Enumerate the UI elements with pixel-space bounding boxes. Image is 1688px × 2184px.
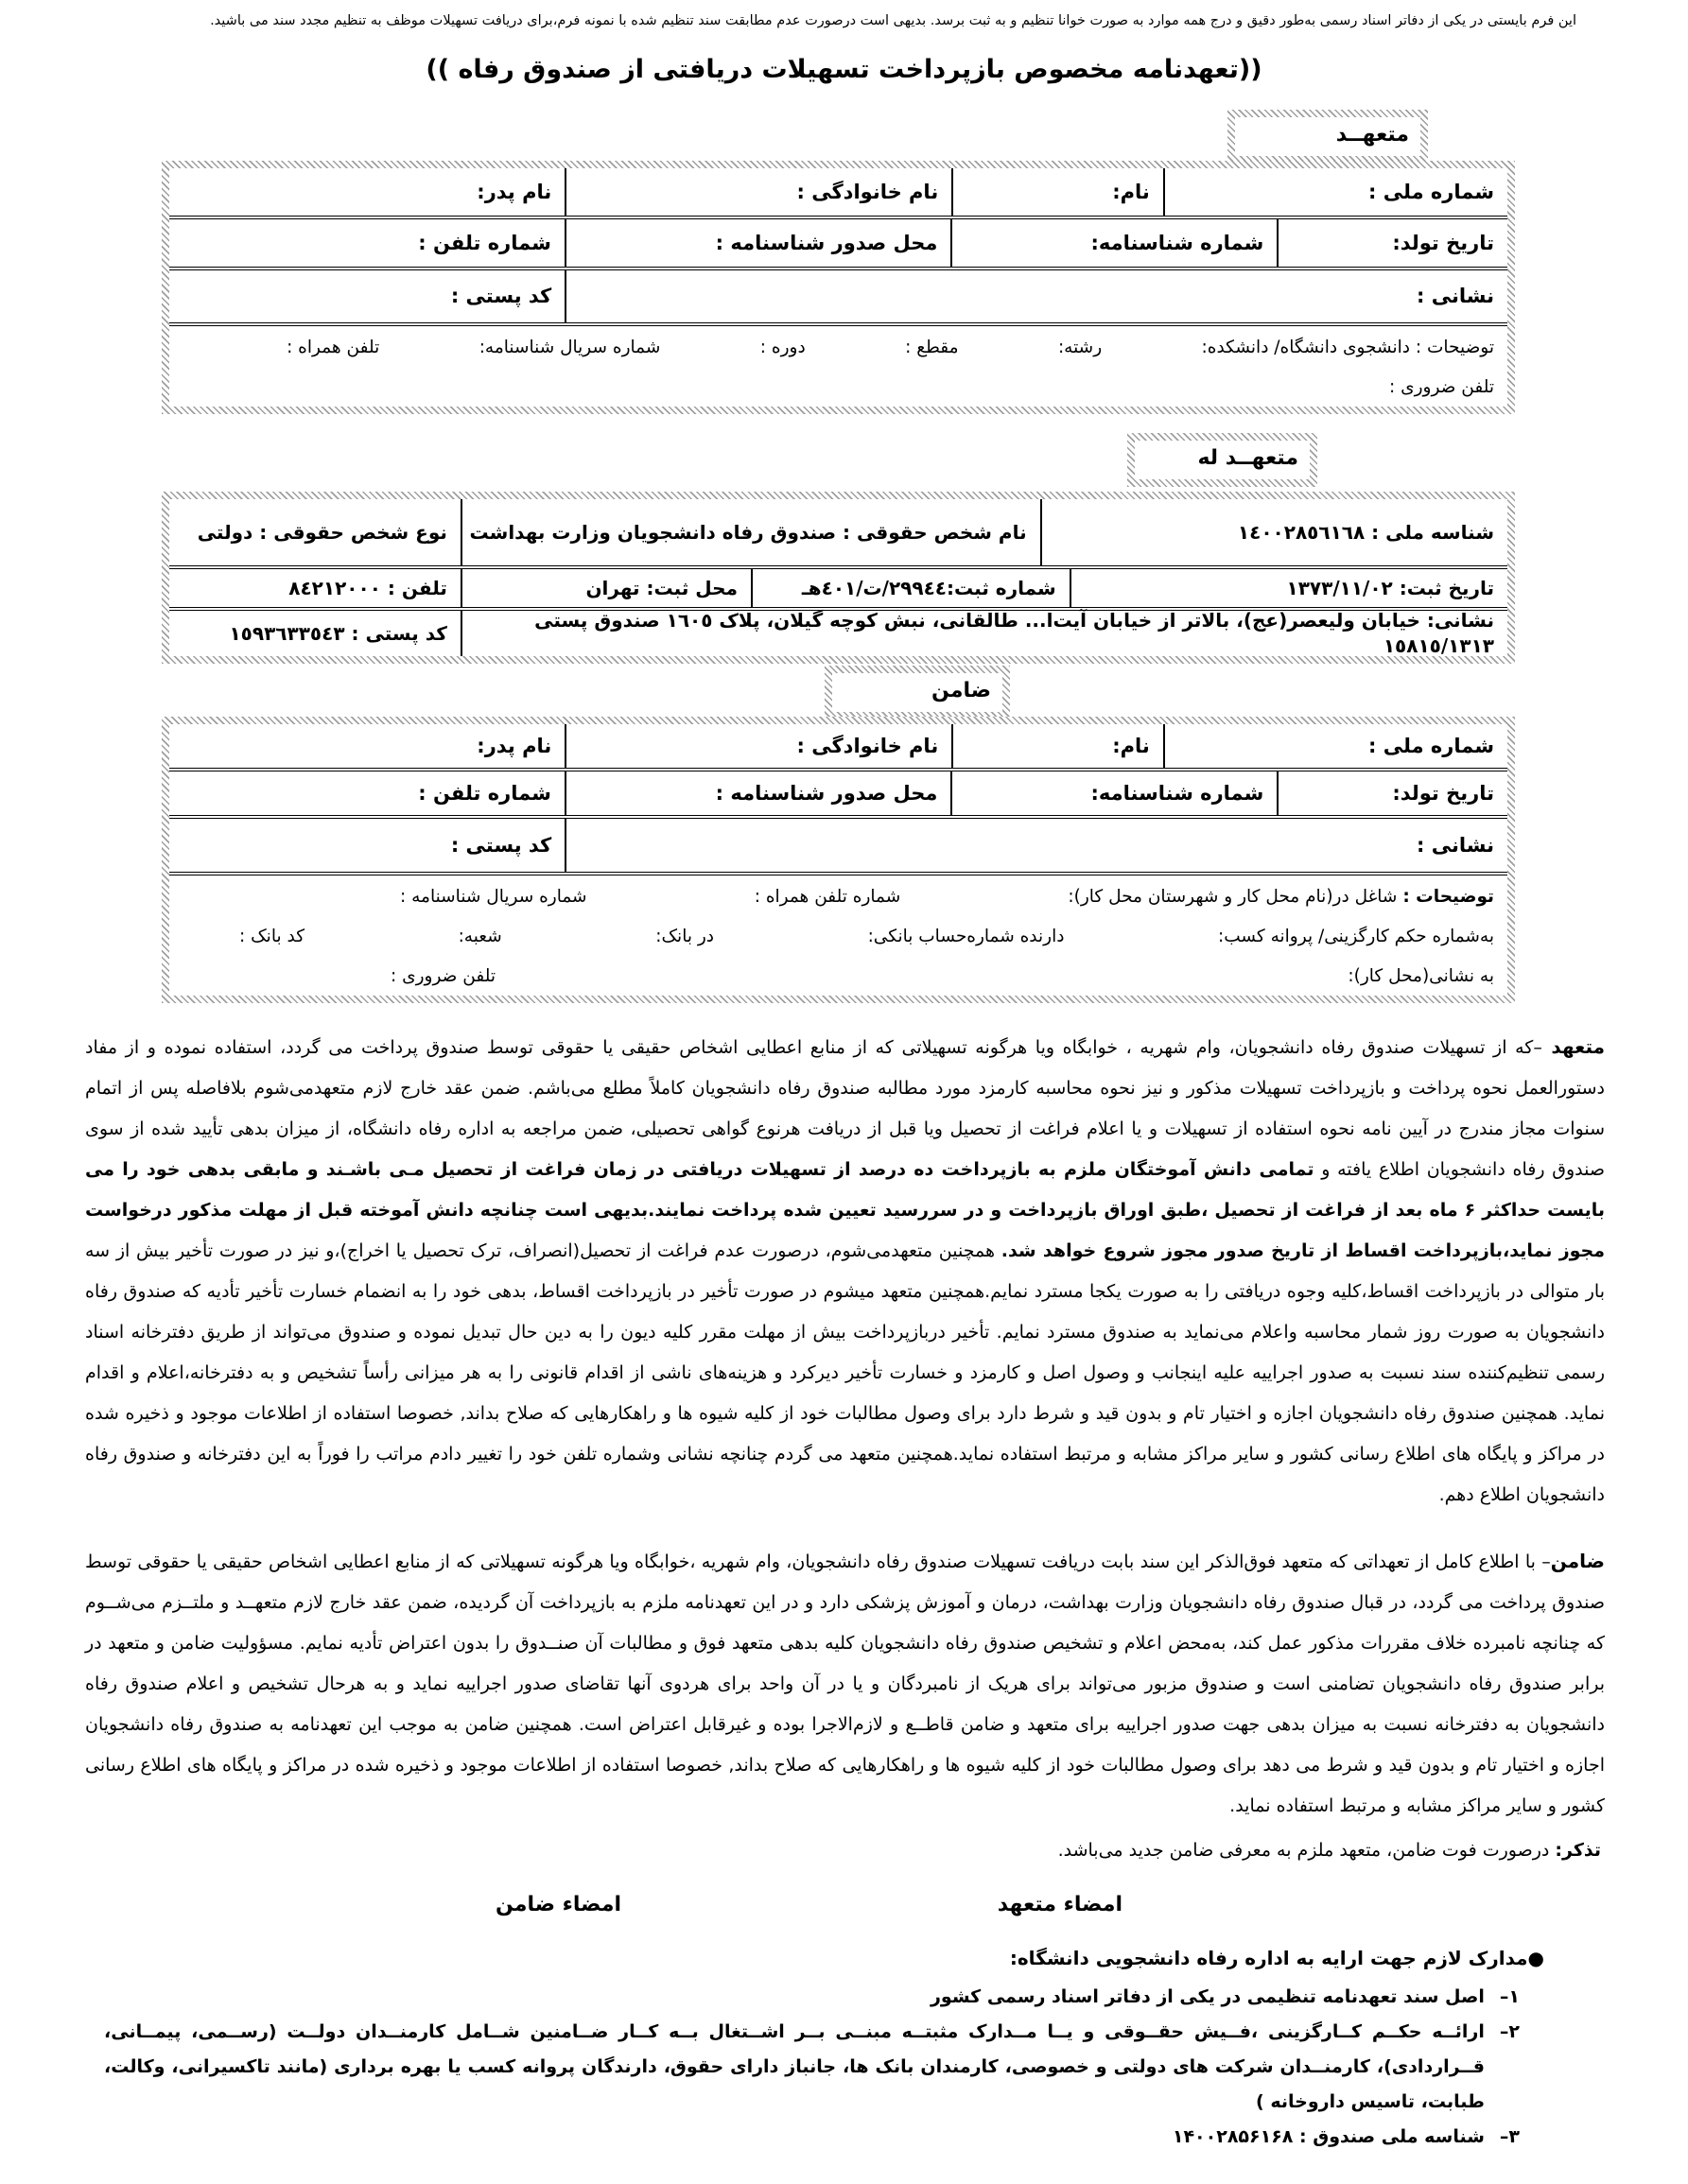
obligor-first-name-field: نام: bbox=[953, 168, 1165, 216]
guarantor-mobile-field: شماره تلفن همراه : bbox=[754, 887, 901, 907]
guarantor-bank-code-field: کد بانک : bbox=[239, 927, 305, 946]
top-disclaimer: این فرم بایستی در یکی از دفاتر اسناد رسمی به‌طور دقیق و درج همه موارد به صورت خوانا تنظیم و به ثبت برسد. بدیهی است درصورت عدم مطابقت سند تنظیم شده با نمونه فرم،برای دریافت تسهیلات موظف به تنظیم مجدد سند می باشید. bbox=[210, 13, 1576, 28]
guarantor-address-field: نشانی : bbox=[1417, 833, 1494, 857]
obligor-major-field: رشته: bbox=[1057, 338, 1103, 357]
obligor-address-field: نشانی : bbox=[1417, 285, 1494, 308]
item-text: شناسه ملی صندوق : ۱۴۰۰۲۸۵۶۱۶۸ bbox=[1172, 2126, 1485, 2147]
guarantor-section-label bbox=[825, 666, 1010, 719]
obligee-register-place-value: محل ثبت: تهران bbox=[462, 569, 753, 607]
guarantor-id-issue-place-field: محل صدور شناسنامه : bbox=[566, 771, 953, 815]
obligor-row-address bbox=[169, 267, 1507, 322]
guarantor-bank-field: در بانک: bbox=[655, 927, 715, 946]
guarantor-phone-field: شماره تلفن : bbox=[169, 771, 566, 815]
guarantor-notes-line2 bbox=[183, 927, 1494, 946]
obligor-id-number-field: شماره شناسنامه: bbox=[952, 219, 1279, 267]
obligor-last-name-field: نام خانوادگی : bbox=[566, 168, 953, 216]
guarantor-row-birth bbox=[169, 768, 1507, 815]
guarantor-last-name-field: نام خانوادگی : bbox=[566, 724, 953, 768]
item-number: ۱– bbox=[1499, 1986, 1520, 2007]
obligee-legal-type-value: نوع شخص حقوقی : دولتی bbox=[169, 499, 462, 565]
obligor-paragraph-bold-clause: تمامی دانش آموختگان ملزم به بازپرداخت ده درصد از تسهیلات دریافتی در زمان فراغت از تحصیل مـی باشـند و مابقی بدهی خود را می بایست حداکثر ۶ ماه بعد از فراغت از تحصیل ،طبق اوراق بازپرداخت و در سررسید تعیین شده پرداخت نمایند.بدیهی است چنانچه دانش آموخته قبل از مهلت مذکور درخواست مجوز نماید،بازپرداخت اقساط از تاریخ صدور مجوز شروع خواهد شد. bbox=[85, 1159, 1605, 1261]
item-number: ۲– bbox=[1499, 2021, 1520, 2042]
guarantor-notes-label: توضیحات : bbox=[1402, 887, 1494, 907]
guarantor-table bbox=[162, 717, 1515, 1003]
guarantor-id-serial-field: شماره سریال شناسنامه : bbox=[400, 887, 587, 907]
guarantor-decree-no-field: به‌شماره حکم کارگزینی/ پروانه کسب: bbox=[1218, 927, 1494, 946]
obligor-id-issue-place-field: محل صدور شناسنامه : bbox=[566, 219, 953, 267]
obligor-course-field: دوره : bbox=[759, 338, 806, 357]
obligee-table bbox=[162, 492, 1515, 664]
obligee-register-date-value: تاریخ ثبت: ١٣٧٣/١١/٠٢ bbox=[1286, 576, 1494, 599]
obligor-university-field: توضیحات : دانشجوی دانشگاه/ دانشکده: bbox=[1201, 338, 1494, 357]
obligor-notes-area bbox=[169, 322, 1507, 407]
obligor-row-identity bbox=[169, 168, 1507, 216]
guarantor-notes-line3 bbox=[183, 966, 1494, 986]
guarantor-father-name-field: نام پدر: bbox=[169, 724, 566, 768]
obligor-row-birth bbox=[169, 216, 1507, 267]
obligee-postal-code-value: کد پستی : ١٥٩٣٦٣٣٥٤٣ bbox=[169, 611, 462, 656]
item-number: ۳– bbox=[1499, 2126, 1520, 2147]
obligee-section-label-text: متعهــد له bbox=[1135, 441, 1310, 479]
obligor-emergency-phone-field: تلفن ضروری : bbox=[1389, 377, 1494, 397]
guarantor-postal-code-field: کد پستی : bbox=[169, 819, 566, 872]
obligor-national-id-field: شماره ملی : bbox=[1368, 180, 1494, 203]
guarantor-first-name-field: نام: bbox=[953, 724, 1165, 768]
guarantor-workplace-field: توضیحات : شاغل در(نام محل کار و شهرستان محل کار): bbox=[1068, 887, 1494, 907]
obligor-table bbox=[162, 161, 1515, 414]
guarantor-birth-date-field: تاریخ تولد: bbox=[1392, 781, 1494, 805]
guarantor-commitment-paragraph: ضامن– با اطلاع کامل از تعهداتی که متعهد فوق‌الذکر این سند بابت دریافت تسهیلات صندوق رفاه دانشجویان، وام شهریه ،خوابگاه ویا هرگونه تسهیلاتی که از منابع اعطایی اشخاص حقیقی یا حقوقی توسط صندوق پرداخت می گردد، در قبال صندوق رفاه دانشجویان وزارت بهداشت، درمان و آموزش پزشکی دارد و در این تعهدنامه ملزم به بازپرداخت آن گردیده، ضمن عقد خارج لازم متعهــد و ملتــزم می‌شــوم که چنانچه نامبرده خلاف مقررات مذکور عمل کند، به‌محض اعلام و تشخیص صندوق رفاه دانشجویان کلیه بدهی متعهد فوق و مطالبات آن صنــدوق را بدون اعتراض تأدیه نمایم. مسؤولیت ضامن و متعهد در برابر صندوق رفاه دانشجویان تضامنی است و صندوق مزبور می‌تواند برای هریک از نامبردگان و یا در آن واحد برای هردوی آنها تقاضای صدور اجراییه نماید و به هرحال تشخیص و اعلام صندوق رفاه دانشجویان به دفترخانه نسبت به میزان بدهی جهت صدور اجراییه برای متعهد و ضامن قاطــع و لازم‌الاجرا بوده و غیرقابل اعتراض است. همچنین ضامن به موجب این تعهدنامه به صندوق رفاه دانشجویان اجازه و اختیار تام و بدون قید و شرط می دهد برای وصول مطالبات خود از کلیه شیوه ها و راهکارهایی که صلاح بداند, خصوصا استفاده از اطلاعات موجود و ذخیره شده در مراکز و پایگاه های اطلاع رسانی کشور و سایر مراکز مشابه و مرتبط استفاده نماید. bbox=[85, 1550, 1605, 1816]
obligor-id-serial-field: شماره سریال شناسنامه: bbox=[479, 338, 661, 357]
obligor-degree-field: مقطع : bbox=[905, 338, 959, 357]
obligor-mobile-field: تلفن همراه : bbox=[287, 338, 380, 357]
obligor-birth-date-field: تاریخ تولد: bbox=[1392, 231, 1494, 254]
obligee-row-identity bbox=[169, 499, 1507, 565]
guarantor-row-identity bbox=[169, 724, 1507, 768]
guarantor-branch-field: شعبه: bbox=[458, 927, 502, 946]
guarantor-signature-label: امضاء ضامن bbox=[496, 1893, 621, 1916]
guarantor-row-address bbox=[169, 815, 1507, 872]
guarantor-work-address-field: به نشانی(محل کار): bbox=[1348, 966, 1494, 986]
obligee-row-registration bbox=[169, 565, 1507, 607]
required-document-item bbox=[104, 2120, 1520, 2155]
required-documents-heading: ●مدارک لازم جهت ارایه به اداره رفاه دانشجویی دانشگاه: bbox=[1009, 1947, 1544, 1969]
guarantor-section-label-text: ضامن bbox=[832, 673, 1002, 712]
obligee-register-no-value: شماره ثبت:٢٩٩٤٤/ت/٤٠١هـ bbox=[753, 569, 1071, 607]
required-document-item bbox=[104, 1980, 1520, 2015]
obligor-father-name-field: نام پدر: bbox=[169, 168, 566, 216]
guarantor-paragraph-lead: ضامن bbox=[1550, 1550, 1605, 1572]
death-of-guarantor-note: تذکر: درصورت فوت ضامن، متعهد ملزم به معرفی ضامن جدید می‌باشد. bbox=[1057, 1840, 1601, 1861]
obligor-phone-field: شماره تلفن : bbox=[169, 219, 566, 267]
obligee-row-address bbox=[169, 607, 1507, 656]
guarantor-emergency-phone-field: تلفن ضروری : bbox=[391, 966, 496, 986]
obligor-section-label-text: متعهــد bbox=[1235, 117, 1420, 156]
obligor-notes-line1 bbox=[183, 338, 1494, 357]
guarantor-notes-line1 bbox=[183, 887, 1494, 907]
guarantor-notes-area bbox=[169, 872, 1507, 996]
obligee-address-value: نشانی: خیابان ولیعصر(عج)، بالاتر از خیابان آیت‌ا... طالقانی، نبش کوچه گیلان، پلاک ١٦٠٥ صندوق پستی ١٥٨١٥/١٣١٣ bbox=[534, 609, 1494, 657]
obligor-section-label bbox=[1227, 110, 1428, 164]
obligor-signature-label: امضاء متعهد bbox=[997, 1893, 1122, 1916]
guarantor-national-id-field: شماره ملی : bbox=[1368, 734, 1494, 757]
obligor-commitment-paragraph: متعهد –که از تسهیلات صندوق رفاه دانشجویان، وام شهریه ، خوابگاه ویا هرگونه تسهیلاتی که از منابع اعطایی اشخاص حقیقی یا حقوقی توسط صندوق پرداخت می گردد، استفاده نموده و از مفاد دستورالعمل نحوه پرداخت و بازپرداخت تسهیلات مذکور و نیز نحوه محاسبه کارمزد مورد مطالبه صندوق رفاه دانشجویان کاملاً مطلع می‌باشم. ضمن عقد خارج لازم متعهدمی‌شوم بلافاصله پس از اتمام سنوات مجاز مندرج در آیین نامه نحوه استفاده از تسهیلات و یا اعلام فراغت از تحصیل ویا قبل از دریافت هرنوع گواهی تحصیلی، ضمن مراجعه به اداره رفاه دانشگاه، از میزان بدهی تأیید شده از سوی صندوق رفاه دانشجویان اطلاع یافته و تمامی دانش آموختگان ملزم به بازپرداخت ده درصد از تسهیلات دریافتی در زمان فراغت از تحصیل مـی باشـند و مابقی بدهی خود را می بایست حداکثر ۶ ماه بعد از فراغت از تحصیل ،طبق اوراق بازپرداخت و در سررسید تعیین شده پرداخت نمایند.بدیهی است چنانچه دانش آموخته قبل از مهلت مذکور درخواست مجوز نماید،بازپرداخت اقساط از تاریخ صدور مجوز شروع خواهد شد. همچنین متعهدمی‌شوم، درصورت عدم فراغت از تحصیل(انصراف، ترک تحصیل یا اخراج)،و نیز در صورت تأخیر بیش از سه بار متوالی در بازپرداخت اقساط،کلیه وجوه دریافتی را به صورت یکجا مسترد نمایم.همچنین متعهد میشوم در صورت تأخیر در بازپرداخت اقساط، بدهی خود را به انضمام خسارت تأخیر تأدیه که صندوق رفاه دانشجویان به صورت روز شمار محاسبه واعلام می‌نماید به صندوق مسترد نمایم. تأخیر دربازپرداخت بیش از مهلت مقرر کلیه دیون را به دین حال تبدیل نموده و صندوق می‌تواند از طریق دفترخانه اسناد رسمی تنظیم‌کننده سند نسبت به صدور اجراییه علیه اینجانب و وصول اصل و کارمزد و خسارت تأخیر دیرکرد و هزینه‌های ناشی از اقدام قانونی را به هر میزانی رأساً تشخیص و به دفترخانه،اعلام و اقدام نماید. همچنین صندوق رفاه دانشجویان اجازه و اختیار تام و بدون قید و شرط دارد برای وصول مطالبات خود از کلیه شیوه ها و راهکارهایی که صلاح بداند, خصوصا استفاده از اطلاعات موجود و ذخیره شده در مراکز و پایگاه های اطلاع رسانی کشور و سایر مراکز مشابه و مرتبط استفاده نماید.همچنین متعهد می گردم چنانچه نشانی وشماره تلفن خود را تغییر دادم مراتب را فوراً به این دفترخانه و صندوق رفاه دانشجویان اطلاع دهم. bbox=[85, 1035, 1605, 1505]
obligee-phone-value: تلفن : ٨٤٢١٢٠٠٠ bbox=[169, 569, 462, 607]
guarantor-id-number-field: شماره شناسنامه: bbox=[952, 771, 1279, 815]
item-text: ارائــه حکــم کــارگزینی ،فــیش حقــوقی و یــا مــدارک مثبتــه مبنــی بــر اشــتغال بــه کــار ضــامنین شــامل کارمنــدان دولــت (رســمی، پیمــانی، قــراردادی)، کارمنــدان شرکت های دولتی و خصوصی، کارمندان بانک ها، جانباز دارای حقوق، دارندگان پروانه کسب یا بهره برداری (مانند تاکسیرانی، وکالت، طبابت، تاسیس داروخانه ) bbox=[104, 2021, 1485, 2112]
obligee-section-label bbox=[1127, 433, 1317, 487]
obligor-paragraph-lead: متعهد bbox=[1541, 1035, 1605, 1058]
note-lead: تذکر: bbox=[1555, 1840, 1601, 1861]
page-title: ((تعهدنامه مخصوص بازپرداخت تسهیلات دریافتی از صندوق رفاه )) bbox=[426, 55, 1262, 84]
guarantor-bank-account-field: دارنده شماره‌حساب بانکی: bbox=[867, 927, 1065, 946]
obligee-national-id-value: شناسه ملی : ١٤٠٠٢٨٥٦١٦٨ bbox=[1237, 520, 1494, 544]
required-documents-section bbox=[104, 1944, 1544, 2155]
obligee-legal-name-value: نام شخص حقوقی : صندوق رفاه دانشجویان وزارت بهداشت bbox=[462, 499, 1042, 565]
obligor-postal-code-field: کد پستی : bbox=[169, 270, 566, 322]
required-document-item bbox=[104, 2015, 1520, 2120]
item-text: اصل سند تعهدنامه تنظیمی در یکی از دفاتر اسناد رسمی کشور bbox=[930, 1986, 1485, 2007]
